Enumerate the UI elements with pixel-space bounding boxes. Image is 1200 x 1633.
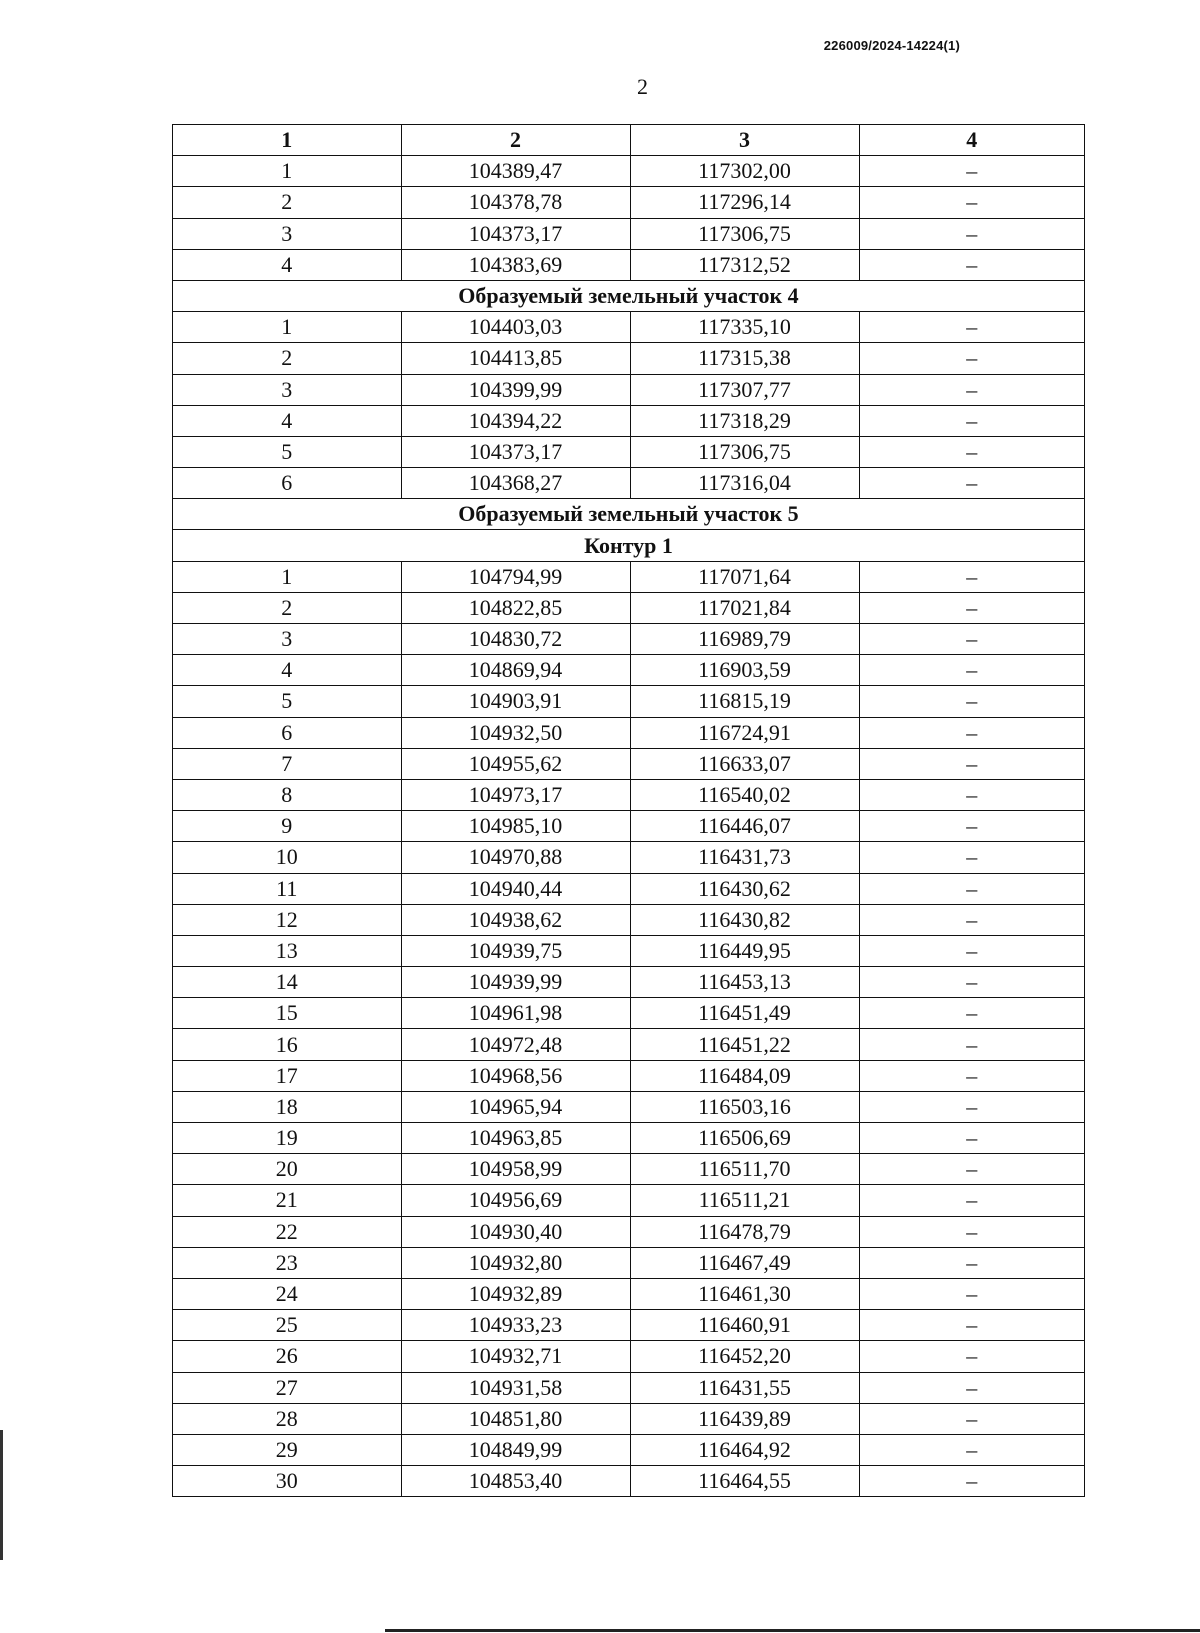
- table-row: [173, 374, 1085, 405]
- point-number-cell: 4: [173, 249, 402, 280]
- x-coordinate-cell: 104963,85: [401, 1123, 630, 1154]
- x-coordinate-cell: 104932,89: [401, 1278, 630, 1309]
- x-coordinate-cell: 104822,85: [401, 592, 630, 623]
- column-4-cell: –: [859, 1216, 1084, 1247]
- column-4-cell: –: [859, 811, 1084, 842]
- table-row: [173, 156, 1085, 187]
- table-row: [173, 468, 1085, 499]
- y-coordinate-cell: 116484,09: [630, 1060, 859, 1091]
- point-number-cell: 3: [173, 624, 402, 655]
- column-header: 3: [630, 125, 859, 156]
- column-4-cell: –: [859, 1372, 1084, 1403]
- table-row: [173, 592, 1085, 623]
- y-coordinate-cell: 117306,75: [630, 436, 859, 467]
- x-coordinate-cell: 104932,71: [401, 1341, 630, 1372]
- section-row: [173, 499, 1085, 530]
- y-coordinate-cell: 116903,59: [630, 655, 859, 686]
- scan-edge-mark: [0, 1430, 3, 1560]
- point-number-cell: 22: [173, 1216, 402, 1247]
- x-coordinate-cell: 104938,62: [401, 904, 630, 935]
- x-coordinate-cell: 104985,10: [401, 811, 630, 842]
- point-number-cell: 1: [173, 312, 402, 343]
- point-number-cell: 6: [173, 717, 402, 748]
- point-number-cell: 29: [173, 1434, 402, 1465]
- x-coordinate-cell: 104849,99: [401, 1434, 630, 1465]
- x-coordinate-cell: 104940,44: [401, 873, 630, 904]
- column-4-cell: –: [859, 1403, 1084, 1434]
- y-coordinate-cell: 117306,75: [630, 218, 859, 249]
- point-number-cell: 8: [173, 779, 402, 810]
- point-number-cell: 10: [173, 842, 402, 873]
- x-coordinate-cell: 104383,69: [401, 249, 630, 280]
- table-row: [173, 873, 1085, 904]
- table-body: [173, 156, 1085, 1497]
- section-row: [173, 280, 1085, 311]
- x-coordinate-cell: 104869,94: [401, 655, 630, 686]
- x-coordinate-cell: 104394,22: [401, 405, 630, 436]
- table-row: [173, 655, 1085, 686]
- x-coordinate-cell: 104939,75: [401, 935, 630, 966]
- column-4-cell: –: [859, 405, 1084, 436]
- table-row: [173, 842, 1085, 873]
- table-row: [173, 1466, 1085, 1497]
- table-row: [173, 967, 1085, 998]
- column-4-cell: –: [859, 904, 1084, 935]
- table-row: [173, 343, 1085, 374]
- point-number-cell: 30: [173, 1466, 402, 1497]
- point-number-cell: 6: [173, 468, 402, 499]
- y-coordinate-cell: 116449,95: [630, 935, 859, 966]
- point-number-cell: 2: [173, 343, 402, 374]
- column-4-cell: –: [859, 935, 1084, 966]
- table-row: [173, 187, 1085, 218]
- point-number-cell: 2: [173, 187, 402, 218]
- point-number-cell: 12: [173, 904, 402, 935]
- section-title: Образуемый земельный участок 5: [173, 499, 1085, 530]
- table-row: [173, 935, 1085, 966]
- y-coordinate-cell: 117307,77: [630, 374, 859, 405]
- column-4-cell: –: [859, 343, 1084, 374]
- y-coordinate-cell: 116453,13: [630, 967, 859, 998]
- column-4-cell: –: [859, 1434, 1084, 1465]
- column-header: 2: [401, 125, 630, 156]
- point-number-cell: 16: [173, 1029, 402, 1060]
- x-coordinate-cell: 104939,99: [401, 967, 630, 998]
- column-4-cell: –: [859, 1091, 1084, 1122]
- column-4-cell: –: [859, 717, 1084, 748]
- point-number-cell: 1: [173, 156, 402, 187]
- y-coordinate-cell: 116464,55: [630, 1466, 859, 1497]
- column-4-cell: –: [859, 1278, 1084, 1309]
- point-number-cell: 11: [173, 873, 402, 904]
- x-coordinate-cell: 104794,99: [401, 561, 630, 592]
- scan-edge-line: [385, 1629, 1200, 1632]
- table-row: [173, 624, 1085, 655]
- table-row: [173, 436, 1085, 467]
- table-row: [173, 779, 1085, 810]
- table-row: [173, 1185, 1085, 1216]
- y-coordinate-cell: 117302,00: [630, 156, 859, 187]
- x-coordinate-cell: 104378,78: [401, 187, 630, 218]
- table-row: [173, 1341, 1085, 1372]
- y-coordinate-cell: 117318,29: [630, 405, 859, 436]
- table-row: [173, 811, 1085, 842]
- column-4-cell: –: [859, 156, 1084, 187]
- point-number-cell: 26: [173, 1341, 402, 1372]
- point-number-cell: 18: [173, 1091, 402, 1122]
- table-row: [173, 218, 1085, 249]
- y-coordinate-cell: 116431,73: [630, 842, 859, 873]
- point-number-cell: 28: [173, 1403, 402, 1434]
- point-number-cell: 3: [173, 218, 402, 249]
- x-coordinate-cell: 104933,23: [401, 1310, 630, 1341]
- column-4-cell: –: [859, 686, 1084, 717]
- x-coordinate-cell: 104932,50: [401, 717, 630, 748]
- column-4-cell: –: [859, 1060, 1084, 1091]
- column-4-cell: –: [859, 1341, 1084, 1372]
- y-coordinate-cell: 116467,49: [630, 1247, 859, 1278]
- column-4-cell: –: [859, 1247, 1084, 1278]
- table-row: [173, 312, 1085, 343]
- y-coordinate-cell: 116430,62: [630, 873, 859, 904]
- x-coordinate-cell: 104403,03: [401, 312, 630, 343]
- table-row: [173, 405, 1085, 436]
- column-4-cell: –: [859, 374, 1084, 405]
- y-coordinate-cell: 116452,20: [630, 1341, 859, 1372]
- point-number-cell: 13: [173, 935, 402, 966]
- y-coordinate-cell: 116540,02: [630, 779, 859, 810]
- y-coordinate-cell: 117316,04: [630, 468, 859, 499]
- x-coordinate-cell: 104931,58: [401, 1372, 630, 1403]
- column-4-cell: –: [859, 1123, 1084, 1154]
- column-4-cell: –: [859, 967, 1084, 998]
- point-number-cell: 5: [173, 436, 402, 467]
- point-number-cell: 21: [173, 1185, 402, 1216]
- column-4-cell: –: [859, 249, 1084, 280]
- table-row: [173, 1434, 1085, 1465]
- y-coordinate-cell: 116478,79: [630, 1216, 859, 1247]
- column-4-cell: –: [859, 1029, 1084, 1060]
- point-number-cell: 19: [173, 1123, 402, 1154]
- page-number: 2: [637, 74, 648, 99]
- table-row: [173, 1403, 1085, 1434]
- column-header: 4: [859, 125, 1084, 156]
- point-number-cell: 17: [173, 1060, 402, 1091]
- y-coordinate-cell: 116464,92: [630, 1434, 859, 1465]
- table-row: [173, 1029, 1085, 1060]
- table-row: [173, 1310, 1085, 1341]
- y-coordinate-cell: 116815,19: [630, 686, 859, 717]
- y-coordinate-cell: 116439,89: [630, 1403, 859, 1434]
- y-coordinate-cell: 116460,91: [630, 1310, 859, 1341]
- x-coordinate-cell: 104973,17: [401, 779, 630, 810]
- y-coordinate-cell: 116430,82: [630, 904, 859, 935]
- x-coordinate-cell: 104968,56: [401, 1060, 630, 1091]
- section-title: Образуемый земельный участок 4: [173, 280, 1085, 311]
- column-4-cell: –: [859, 1310, 1084, 1341]
- table-row: [173, 1154, 1085, 1185]
- point-number-cell: 15: [173, 998, 402, 1029]
- x-coordinate-cell: 104965,94: [401, 1091, 630, 1122]
- column-4-cell: –: [859, 998, 1084, 1029]
- x-coordinate-cell: 104972,48: [401, 1029, 630, 1060]
- column-4-cell: –: [859, 842, 1084, 873]
- point-number-cell: 24: [173, 1278, 402, 1309]
- x-coordinate-cell: 104932,80: [401, 1247, 630, 1278]
- column-4-cell: –: [859, 1154, 1084, 1185]
- coordinates-table: [172, 124, 1085, 1497]
- x-coordinate-cell: 104970,88: [401, 842, 630, 873]
- table-row: [173, 1247, 1085, 1278]
- y-coordinate-cell: 116431,55: [630, 1372, 859, 1403]
- column-4-cell: –: [859, 561, 1084, 592]
- y-coordinate-cell: 117312,52: [630, 249, 859, 280]
- table-row: [173, 717, 1085, 748]
- column-4-cell: –: [859, 436, 1084, 467]
- x-coordinate-cell: 104955,62: [401, 748, 630, 779]
- point-number-cell: 20: [173, 1154, 402, 1185]
- point-number-cell: 2: [173, 592, 402, 623]
- point-number-cell: 9: [173, 811, 402, 842]
- y-coordinate-cell: 116633,07: [630, 748, 859, 779]
- point-number-cell: 14: [173, 967, 402, 998]
- y-coordinate-cell: 116506,69: [630, 1123, 859, 1154]
- y-coordinate-cell: 117021,84: [630, 592, 859, 623]
- x-coordinate-cell: 104373,17: [401, 436, 630, 467]
- point-number-cell: 27: [173, 1372, 402, 1403]
- point-number-cell: 1: [173, 561, 402, 592]
- table-row: [173, 1278, 1085, 1309]
- y-coordinate-cell: 117071,64: [630, 561, 859, 592]
- x-coordinate-cell: 104853,40: [401, 1466, 630, 1497]
- table-row: [173, 561, 1085, 592]
- y-coordinate-cell: 116511,70: [630, 1154, 859, 1185]
- point-number-cell: 7: [173, 748, 402, 779]
- section-row: [173, 530, 1085, 561]
- y-coordinate-cell: 117296,14: [630, 187, 859, 218]
- y-coordinate-cell: 116451,22: [630, 1029, 859, 1060]
- table-row: [173, 1372, 1085, 1403]
- y-coordinate-cell: 116989,79: [630, 624, 859, 655]
- x-coordinate-cell: 104373,17: [401, 218, 630, 249]
- column-4-cell: –: [859, 218, 1084, 249]
- table-row: [173, 998, 1085, 1029]
- x-coordinate-cell: 104956,69: [401, 1185, 630, 1216]
- table-row: [173, 686, 1085, 717]
- table-row: [173, 1091, 1085, 1122]
- table-row: [173, 1060, 1085, 1091]
- y-coordinate-cell: 116724,91: [630, 717, 859, 748]
- x-coordinate-cell: 104399,99: [401, 374, 630, 405]
- column-header: 1: [173, 125, 402, 156]
- table-row: [173, 1123, 1085, 1154]
- column-4-cell: –: [859, 655, 1084, 686]
- column-4-cell: –: [859, 592, 1084, 623]
- x-coordinate-cell: 104930,40: [401, 1216, 630, 1247]
- y-coordinate-cell: 116511,21: [630, 1185, 859, 1216]
- x-coordinate-cell: 104830,72: [401, 624, 630, 655]
- point-number-cell: 23: [173, 1247, 402, 1278]
- x-coordinate-cell: 104851,80: [401, 1403, 630, 1434]
- section-title: Контур 1: [173, 530, 1085, 561]
- document-number: 226009/2024-14224(1): [823, 38, 960, 53]
- y-coordinate-cell: 116461,30: [630, 1278, 859, 1309]
- x-coordinate-cell: 104903,91: [401, 686, 630, 717]
- x-coordinate-cell: 104368,27: [401, 468, 630, 499]
- column-4-cell: –: [859, 187, 1084, 218]
- x-coordinate-cell: 104389,47: [401, 156, 630, 187]
- column-4-cell: –: [859, 873, 1084, 904]
- point-number-cell: 4: [173, 405, 402, 436]
- column-4-cell: –: [859, 468, 1084, 499]
- x-coordinate-cell: 104413,85: [401, 343, 630, 374]
- y-coordinate-cell: 117335,10: [630, 312, 859, 343]
- x-coordinate-cell: 104961,98: [401, 998, 630, 1029]
- table-row: [173, 1216, 1085, 1247]
- column-4-cell: –: [859, 624, 1084, 655]
- y-coordinate-cell: 116451,49: [630, 998, 859, 1029]
- x-coordinate-cell: 104958,99: [401, 1154, 630, 1185]
- column-4-cell: –: [859, 1185, 1084, 1216]
- point-number-cell: 3: [173, 374, 402, 405]
- point-number-cell: 25: [173, 1310, 402, 1341]
- column-4-cell: –: [859, 312, 1084, 343]
- y-coordinate-cell: 117315,38: [630, 343, 859, 374]
- table-header-row: [173, 125, 1085, 156]
- table-row: [173, 748, 1085, 779]
- column-4-cell: –: [859, 779, 1084, 810]
- y-coordinate-cell: 116446,07: [630, 811, 859, 842]
- table-row: [173, 249, 1085, 280]
- point-number-cell: 5: [173, 686, 402, 717]
- point-number-cell: 4: [173, 655, 402, 686]
- y-coordinate-cell: 116503,16: [630, 1091, 859, 1122]
- column-4-cell: –: [859, 748, 1084, 779]
- column-4-cell: –: [859, 1466, 1084, 1497]
- table-row: [173, 904, 1085, 935]
